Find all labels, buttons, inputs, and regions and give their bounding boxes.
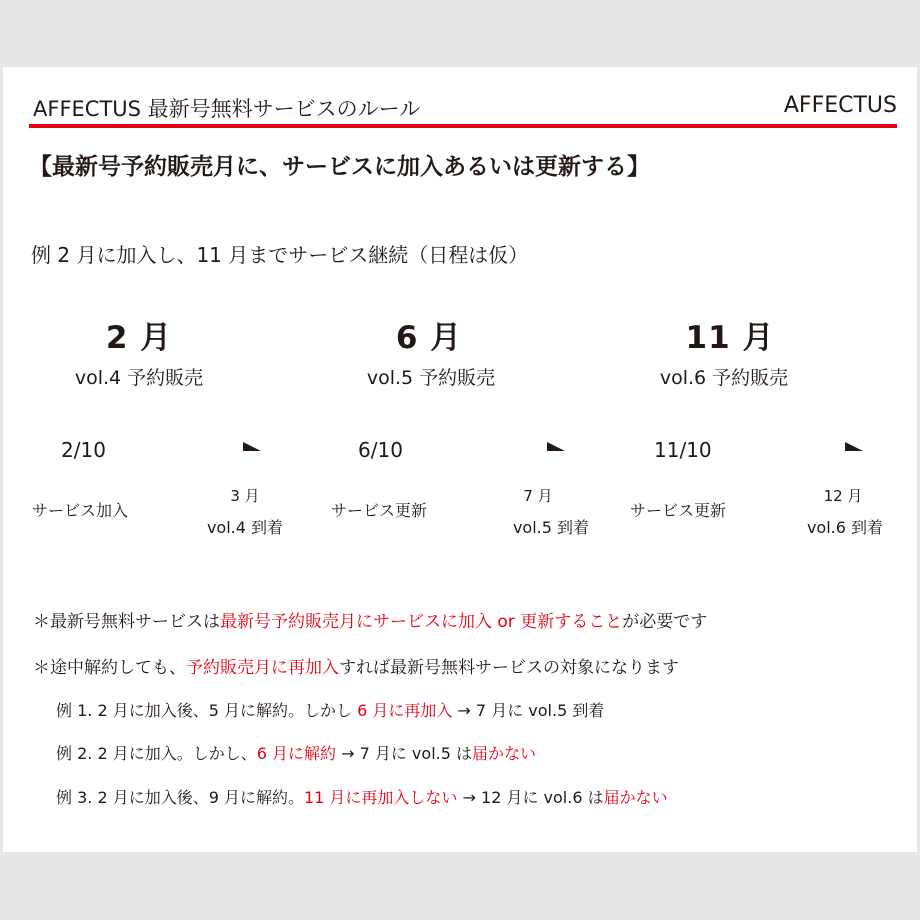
note-text: 例 2. 2 月に加入。しかし、 (56, 744, 257, 763)
timeline-date: 6/10 (358, 438, 403, 462)
note-text: 例 3. 2 月に加入後、9 月に解約。 (56, 788, 304, 807)
note-highlight: 予約販売月に再加入 (186, 658, 339, 678)
note-highlight: 6 月に再加入 (357, 701, 453, 720)
example-heading: 例 2 月に加入し、11 月までサービス継続（日程は仮） (31, 243, 529, 267)
timeline-volume: vol.5 予約販売 (366, 367, 496, 389)
arrow-right-icon (121, 439, 269, 451)
example-2 (56, 741, 536, 764)
timeline-action: サービス加入 (32, 501, 129, 520)
rule-title: 【最新号予約販売月に、サービスに加入あるいは更新する】 (29, 154, 650, 180)
note-text: すれば最新号無料サービスの対象になります (339, 658, 679, 678)
header-divider (29, 124, 897, 128)
example-1 (56, 698, 604, 721)
arrival-volume: vol.6 到着 (806, 518, 883, 537)
brand-logo: AFFECTUS (783, 93, 897, 118)
timeline-month: 11 月 (685, 320, 775, 356)
arrival-volume: vol.5 到着 (512, 518, 589, 537)
rule-card (3, 67, 917, 852)
example-3 (56, 785, 668, 808)
note-highlight: 最新号予約販売月にサービスに加入 or 更新すること (220, 612, 623, 632)
timeline-month: 6 月 (395, 320, 463, 356)
note-highlight: 届かない (603, 788, 668, 807)
arrival-month: 3 月 (230, 487, 260, 505)
arrival-month: 7 月 (523, 487, 553, 505)
note-text: ＊途中解約しても、 (33, 658, 186, 678)
arrow-right-icon (423, 439, 573, 451)
timeline-volume: vol.4 予約販売 (74, 367, 204, 389)
arrival-month: 12 月 (823, 487, 863, 505)
note-text: → 12 月に vol.6 は (457, 788, 604, 807)
header-title: AFFECTUS 最新号無料サービスのルール (33, 97, 421, 121)
note-text: → 7 月に vol.5 到着 (452, 701, 605, 720)
note-highlight: 11 月に再加入しない (303, 788, 458, 807)
timeline-date: 2/10 (61, 438, 106, 462)
note-text: → 7 月に vol.5 は (336, 744, 472, 763)
note-requirement (33, 607, 707, 632)
timeline-month: 2 月 (105, 320, 173, 356)
timeline-action: サービス更新 (331, 501, 428, 520)
arrival-volume: vol.4 到着 (206, 518, 283, 537)
note-text: ＊最新号無料サービスは (33, 612, 220, 632)
note-text: 例 1. 2 月に加入後、5 月に解約。しかし (56, 701, 358, 720)
timeline-date: 11/10 (654, 438, 712, 462)
timeline-volume: vol.6 予約販売 (659, 367, 789, 389)
timeline-action: サービス更新 (630, 501, 727, 520)
note-highlight: 6 月に解約 (256, 744, 336, 763)
arrow-right-icon (731, 439, 871, 451)
note-text: が必要です (622, 612, 708, 632)
note-highlight: 届かない (472, 744, 537, 763)
note-rejoin (33, 653, 679, 678)
